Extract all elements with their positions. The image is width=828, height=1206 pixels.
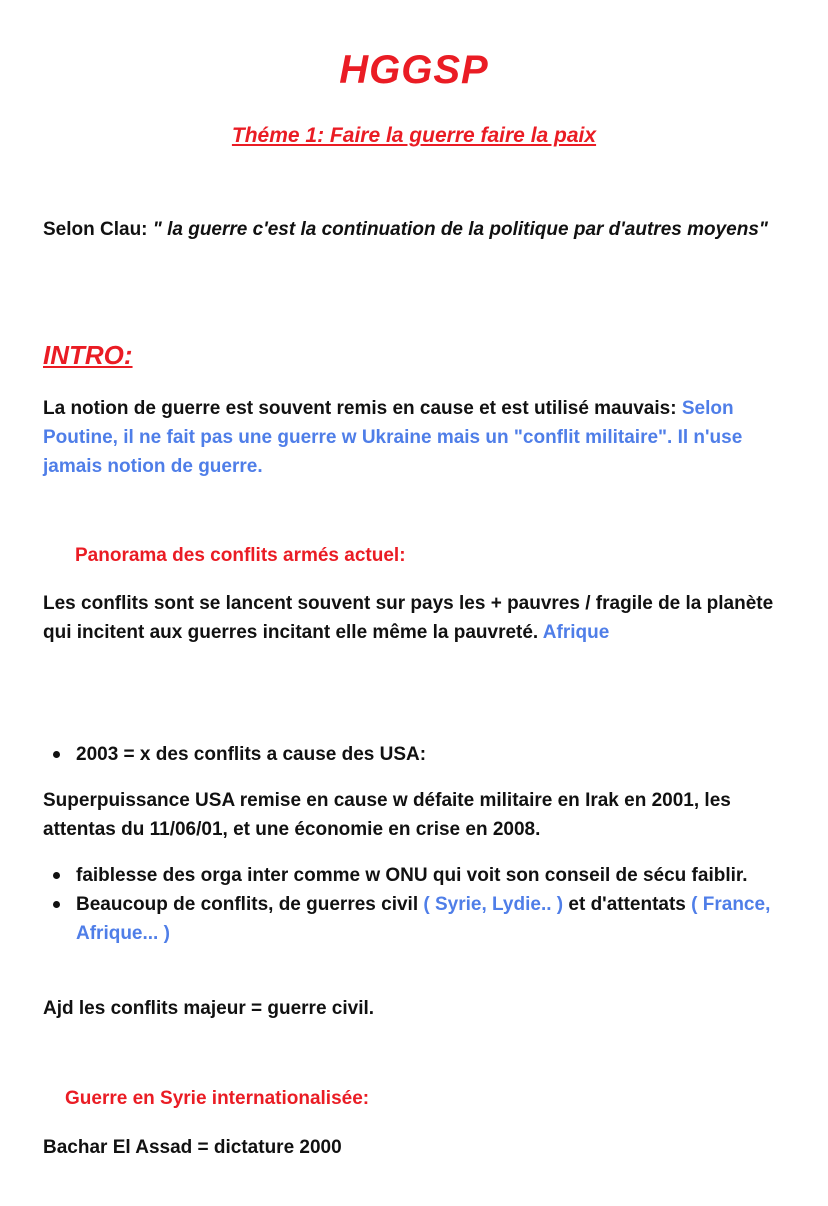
bullet-attentats-text: et d'attentats — [568, 894, 686, 915]
bullet-2003-text: 2003 = x des conflits a cause des USA: — [76, 744, 427, 765]
list-item — [43, 740, 803, 769]
intro-paragraph — [43, 394, 803, 481]
list-item — [43, 890, 803, 948]
bullet-conflicts-text: Beaucoup de conflits, de guerres civil — [76, 894, 424, 915]
panorama-heading: Panorama des conflits armés actuel: — [75, 545, 406, 566]
panorama-paragraph — [43, 589, 803, 647]
quote-text: " la guerre c'est la continuation de la politique par d'autres moyens" — [152, 219, 768, 240]
bullet-list-2003 — [43, 740, 803, 769]
bullet-attentats-examples: ( France, Afrique... ) — [76, 894, 771, 944]
quote-lead: Selon Clau: — [43, 219, 153, 240]
bullet-onu-text: faiblesse des orga inter comme w ONU qui voit son conseil de sécu faiblir. — [76, 865, 748, 886]
intro-example: Selon Poutine, il ne fait pas une guerre w Ukraine mais un "conflit militaire". Il n'use jamais notion de guerre. — [43, 398, 743, 477]
intro-text: La notion de guerre est souvent remis en cause et est utilisé mauvais: — [43, 398, 682, 419]
panorama-text: Les conflits sont se lancent souvent sur pays les + pauvres / fragile de la planète qui incitent aux guerres incitant elle même la pauvreté. — [43, 593, 774, 643]
page-title: HGGSP — [339, 48, 489, 92]
theme-subtitle: Théme 1: Faire la guerre faire la paix — [231, 124, 597, 147]
superpuissance-paragraph: Superpuissance USA remise en cause w défaite militaire en Irak en 2001, les attentas du 11/06/01, et une économie en crise en 2008. — [43, 790, 731, 840]
ajd-paragraph: Ajd les conflits majeur = guerre civil. — [43, 998, 375, 1019]
clausewitz-quote — [43, 215, 803, 244]
bullet-icon — [53, 872, 60, 879]
list-item — [43, 861, 803, 890]
syrie-paragraph: Bachar El Assad = dictature 2000 — [43, 1137, 342, 1158]
bullet-list-causes — [43, 861, 803, 948]
syrie-heading: Guerre en Syrie internationalisée: — [65, 1088, 370, 1109]
bullet-icon — [53, 751, 60, 758]
bullet-conflicts-examples: ( Syrie, Lydie.. ) — [423, 894, 569, 915]
intro-heading: INTRO: — [43, 340, 133, 370]
bullet-icon — [53, 901, 60, 908]
panorama-example: Afrique — [542, 622, 610, 643]
